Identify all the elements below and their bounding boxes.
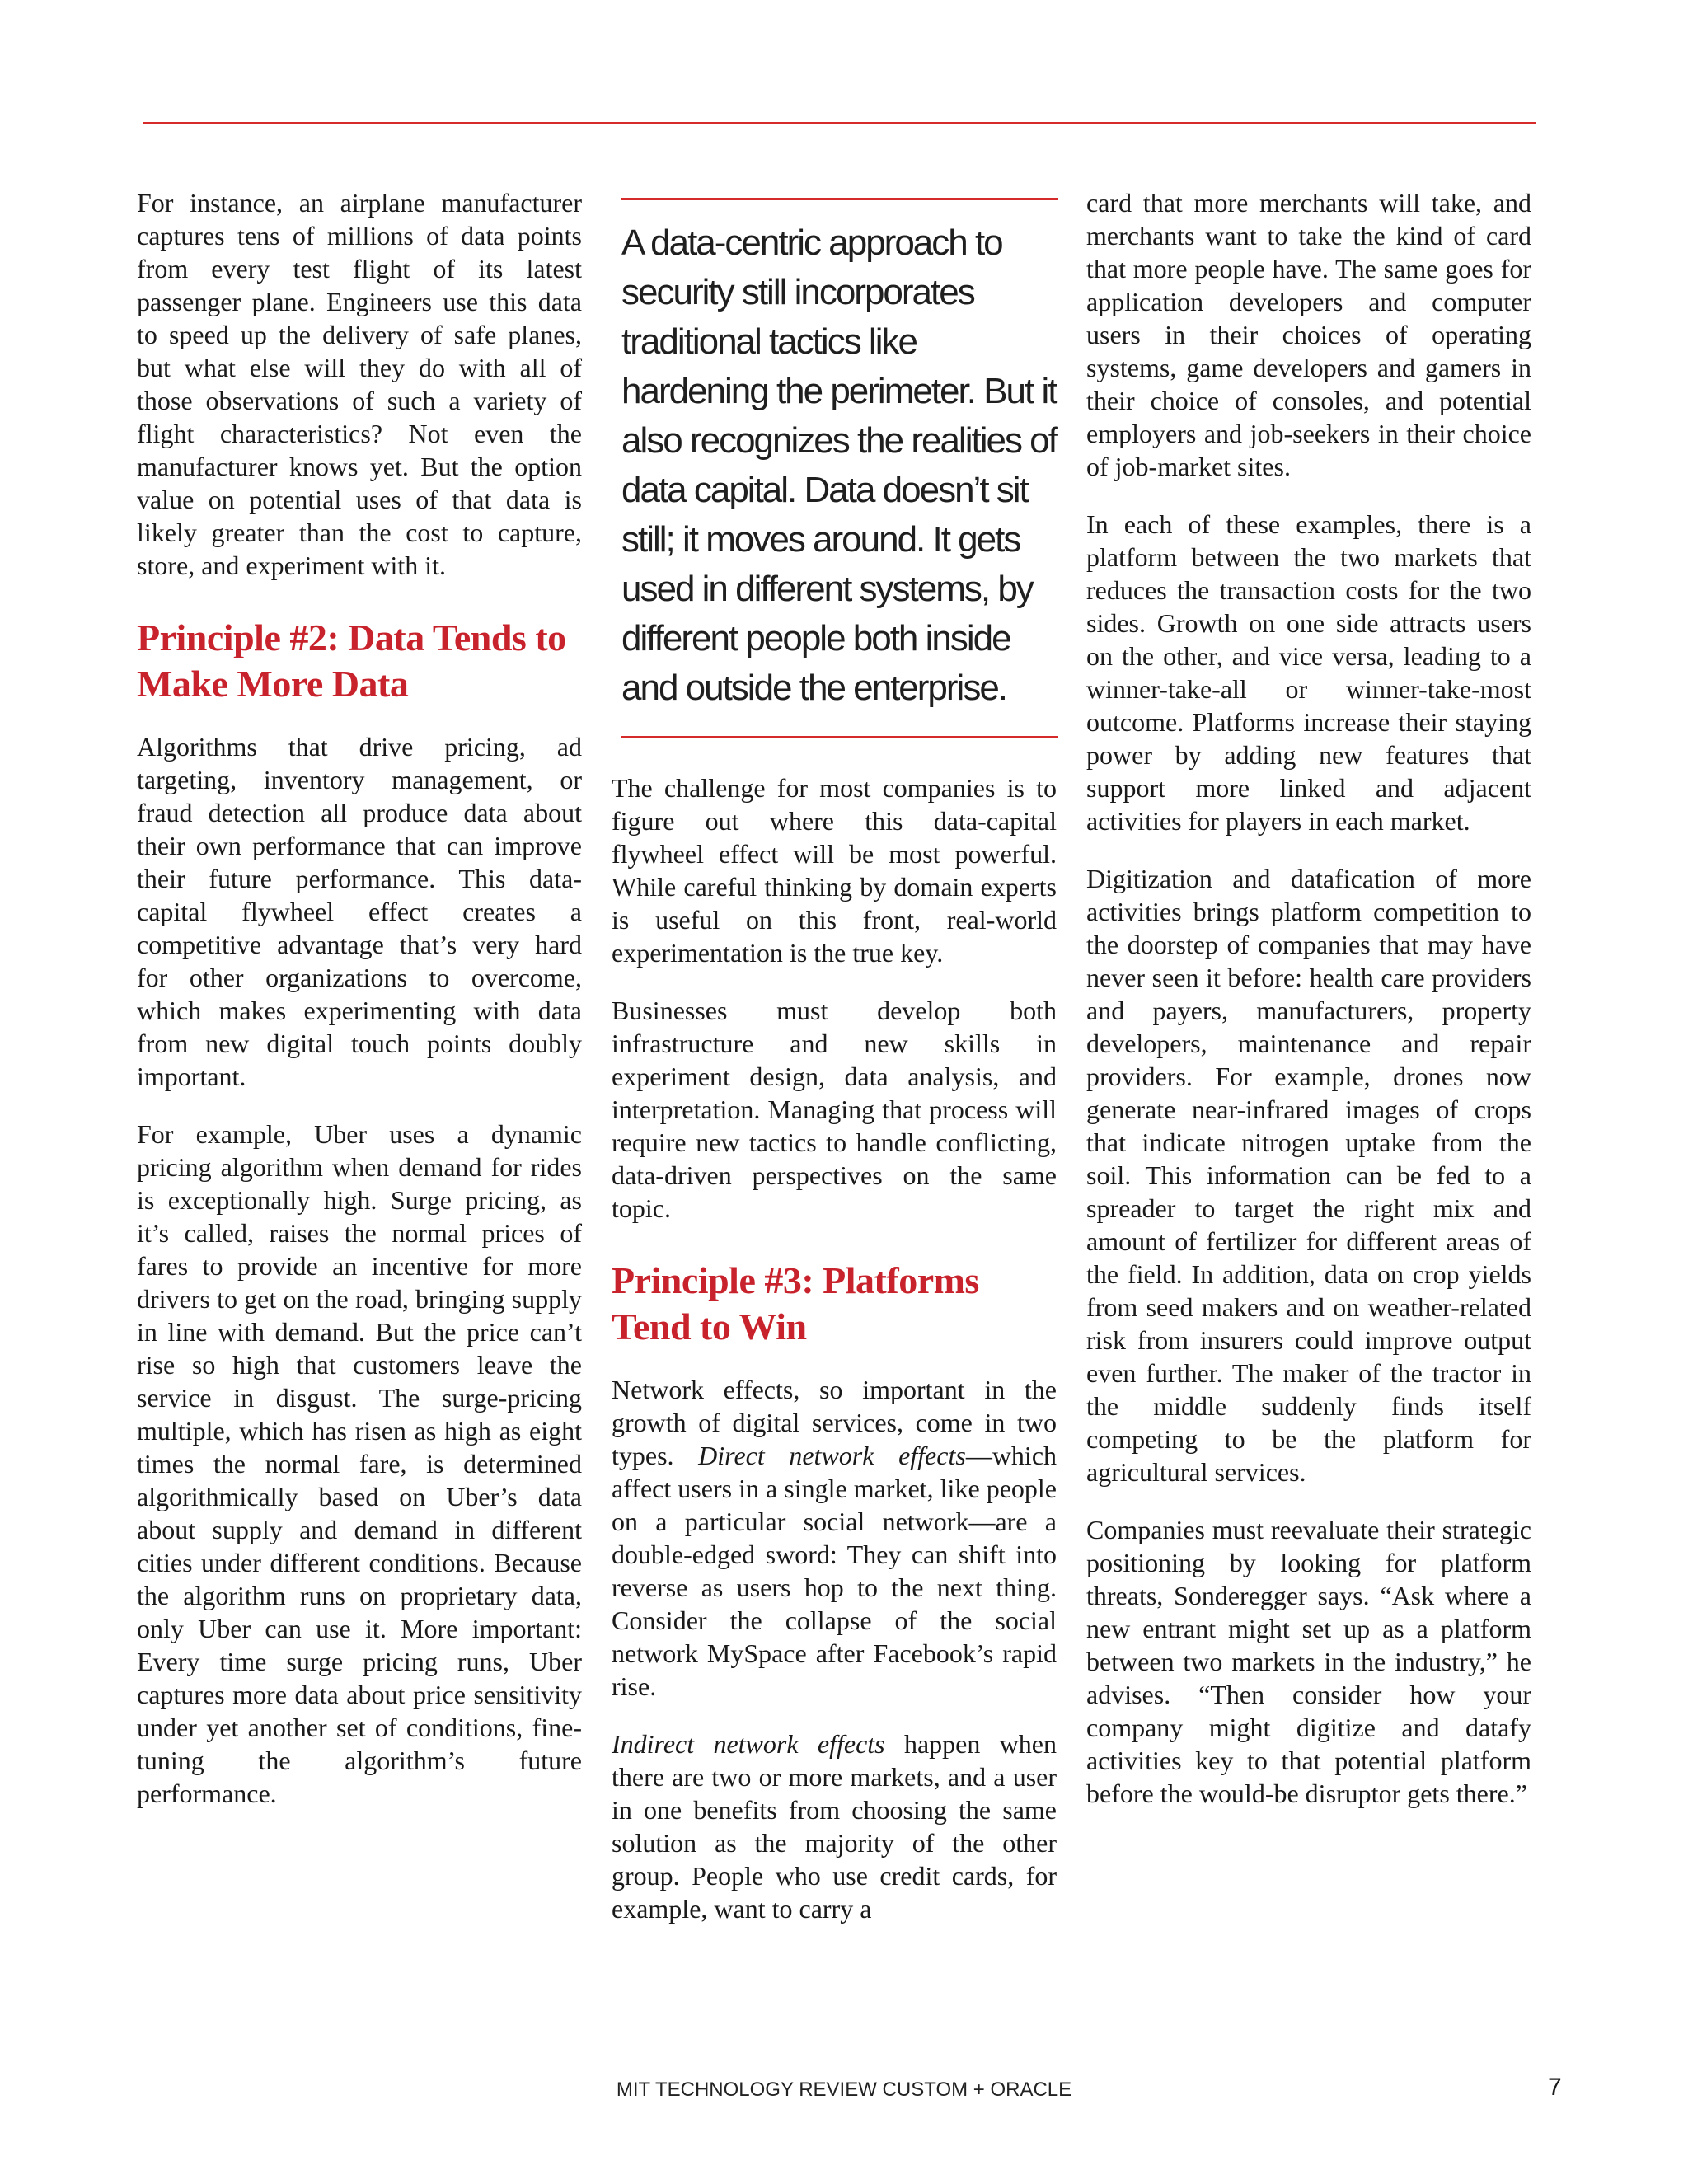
col1-paragraph-2: Algorithms that drive pricing, ad targeting, inventory management, or fraud detection all produce data about their own performance that can improve their future performance. This data-capital flywheel effect creates a competitive advantage that’s very hard for other organizations to overcome, which makes experimenting with data from new digital touch points doubly important. <box>137 732 582 1091</box>
col2-paragraph-2: Businesses must develop both infrastructure and new skills in experiment design, data analysis, and interpretation. Managing that process will require new tactics to handle conflicting, data-driven perspectives on the same topic. <box>612 996 1057 1223</box>
col1-paragraph-3: For example, Uber uses a dynamic pricing algorithm when demand for rides is exceptionally high. Surge pricing, as it’s called, raises the normal prices of fares to provide an incentive for more drivers to get on the road, bringing supply in line with demand. But the price can’t rise so high that customers leave the service in disgust. The surge-pricing multiple, which has risen as high as eight times the normal fare, is determined algorithmically based on Uber’s data about supply and demand in different cities under different conditions. Because the algorithm runs on proprietary data, only Uber can use it. More important: Every time surge pricing runs, Uber captures more data about price sensitivity under yet another set of conditions, fine-tuning the algorithm’s future performance. <box>137 1119 582 1808</box>
col2-paragraph-4 <box>612 1727 1057 1925</box>
col3-paragraph-2: In each of these examples, there is a platform between the two markets that reduces the transaction costs for the two sides. Growth on one side attracts users on the other, and vice versa, leading to a winner-take-all or winner-take-most outcome. Platforms increase their staying power by adding new features that support more linked and adjacent activities for players in each market. <box>1086 509 1531 836</box>
top-divider <box>143 122 1536 124</box>
col3-paragraph-4: Companies must reevaluate their strategic positioning by looking for platform threats, Sonderegger says. “Ask where a new entrant might set up as a platform between two markets in the industry,” he advises. “Then consider how your company might digitize and datafy activities key to that potential platform before the would-be disruptor gets there.” <box>1086 1515 1531 1808</box>
page-number: 7 <box>1548 2074 1562 2101</box>
column-1 <box>137 186 582 1835</box>
pull-quote <box>621 198 1058 738</box>
col3-paragraph-1: card that more merchants will take, and merchants want to take the kind of card that more people have. The same goes for application developers and computer users in their choices of operating systems, game developers and gamers in their choice of consoles, and potential employers and job-seekers in their choice of job-market sites. <box>1086 188 1531 481</box>
principle-3-heading: Principle #3: Platforms Tend to Win <box>612 1259 979 1347</box>
col1-paragraph-1: For instance, an airplane manufacturer captures tens of millions of data points from every test flight of its latest passenger plane. Engineers use this data to speed up the delivery of safe planes, but what else will they do with all of those observations of such a variety of flight characteristics? Not even the manufacturer knows yet. But the option value on potential uses of that data is likely greater than the cost to capture, store, and experiment with it. <box>137 188 582 580</box>
col3-paragraph-3: Digitization and datafication of more activities brings platform competition to the doorstep of companies that may have never seen it before: health care providers and payers, manufacturers, property developers, maintenance and repair providers. For example, drones now generate near-infrared images of crops that indicate nitrogen uptake from the soil. This information can be fed to a spreader to target the right mix and amount of fertilizer for different areas of the field. In addition, data on crop yields from seed makers and on weather-related risk from insurers could improve output even further. The maker of the tractor in the middle suddenly finds itself competing to be the platform for agricultural services. <box>1086 864 1531 1487</box>
col2-paragraph-1: The challenge for most companies is to figure out where this data-capital flywheel effect will be most powerful. While careful thinking by domain experts is useful on this front, real-world experimentation is the true key. <box>612 773 1057 968</box>
principle-2-heading: Principle #2: Data Tends to Make More Data <box>137 616 566 705</box>
pull-quote-text: A data-centric approach to security still incorporates traditional tactics like hardening the perimeter. But it also recognizes the realities of data capital. Data doesn’t sit still; it moves around. It gets used in different systems, by different people both inside and outside the enterprise. <box>621 223 1057 708</box>
col2-paragraph-3 <box>612 1373 1057 1703</box>
direct-network-effects-term: Direct network effects <box>698 1441 966 1470</box>
indirect-network-effects-term: Indirect network effects <box>612 1729 885 1759</box>
col2-p4-rest: happen when there are two or more markets, and a user in one benefits from choosing the same solution as the majority of the other group. People who use credit cards, for example, want to carry a <box>612 1729 1057 1924</box>
col2-p3-end: —which affect users in a single market, like people on a particular social network—are a double-edged sword: They can shift into reverse as users hop to the next thing. Consider the collapse of the social network MySpace after Facebook’s rapid rise. <box>612 1441 1057 1701</box>
column-2 <box>612 186 1057 1950</box>
col2-p3-start: Network effects, so important in the growth of digital services, come in two types. <box>612 1375 1057 1470</box>
footer-publication: MIT TECHNOLOGY REVIEW CUSTOM + ORACLE <box>616 2079 1072 2101</box>
column-3 <box>1086 186 1531 1835</box>
